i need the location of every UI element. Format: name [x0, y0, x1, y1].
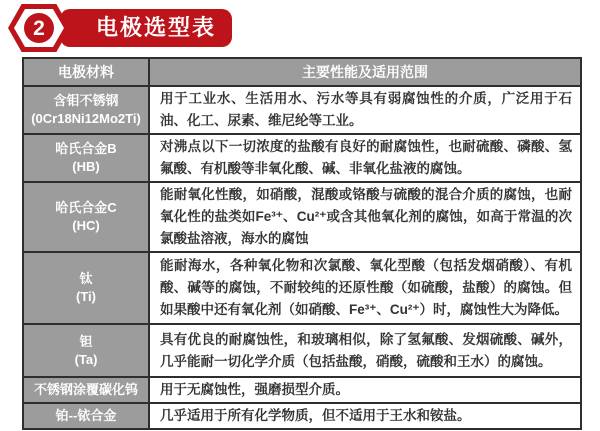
material-name: 钽	[79, 333, 93, 349]
material-grade: (0Cr18Ni12Mo2Ti)	[31, 111, 141, 126]
table-row	[23, 252, 581, 324]
table-row	[23, 134, 581, 182]
title-banner	[60, 9, 232, 47]
description-cell: 用于无腐蚀性，强磨损型介质。	[149, 377, 581, 403]
table-row	[23, 403, 581, 429]
material-name: 不锈钢涂覆碳化钨	[33, 382, 138, 398]
material-cell	[23, 403, 149, 429]
column-header-description: 主要性能及适用范围	[149, 58, 581, 86]
badge-circle	[24, 13, 54, 43]
material-name: 含钼不锈钢	[53, 93, 119, 109]
material-cell	[23, 86, 149, 134]
material-name: 铂--铱合金	[55, 408, 117, 424]
material-grade: (HC)	[72, 218, 100, 233]
material-name: 哈氏合金C	[55, 200, 117, 216]
column-header-material: 电极材料	[23, 58, 149, 86]
material-grade: (Ti)	[76, 289, 96, 304]
description-cell: 用于工业水、生活用水、污水等具有弱腐蚀性的介质，广泛用于石油、化工、尿素、维尼纶等工业。	[149, 86, 581, 134]
material-name: 钛	[79, 271, 93, 287]
page-title: 电极选型表	[95, 15, 216, 40]
material-name: 哈氏合金B	[55, 141, 117, 157]
description-cell: 几乎适用于所有化学物质，但不适用于王水和铵盐。	[149, 403, 581, 429]
section-number-badge	[8, 4, 70, 52]
table-row	[23, 182, 581, 252]
table-row	[23, 86, 581, 134]
material-cell	[23, 324, 149, 377]
table-row	[23, 377, 581, 403]
material-grade: (Ta)	[74, 351, 98, 367]
electrode-selection-table	[22, 57, 582, 430]
description-cell: 能耐氧化性酸，如硝酸，混酸或铬酸与硫酸的混合介质的腐蚀，也耐氧化性的盐类如Fe³⁺、Cu²⁺或含其他氧化剂的腐蚀，如高于常温的次氯酸盐溶液，海水的腐蚀	[149, 182, 581, 252]
description-cell: 能耐海水，各种氧化物和次氯酸、氧化型酸（包括发烟硝酸）、有机酸、碱等的腐蚀，不耐较纯的还原性酸（如硫酸，盐酸）的腐蚀。但如果酸中还有氧化剂（如硝酸、Fe³⁺、Cu²⁺）时，腐蚀性大为降低。	[149, 252, 581, 324]
material-cell	[23, 252, 149, 324]
material-cell	[23, 182, 149, 252]
material-cell	[23, 377, 149, 403]
table-row	[23, 324, 581, 377]
table-header-row	[23, 58, 581, 86]
description-cell: 对沸点以下一切浓度的盐酸有良好的耐腐蚀性，也耐硫酸、磷酸、氢氟酸、有机酸等非氧化酸、碱、非氧化盐液的腐蚀。	[149, 134, 581, 182]
material-grade: (HB)	[72, 159, 100, 174]
description-cell: 具有优良的耐腐蚀性，和玻璃相似，除了氢氟酸、发烟硫酸、碱外，几乎能耐一切化学介质（包括盐酸，硝酸，硫酸和王水）的腐蚀。	[149, 324, 581, 377]
material-cell	[23, 134, 149, 182]
badge-number: 2	[33, 16, 45, 40]
